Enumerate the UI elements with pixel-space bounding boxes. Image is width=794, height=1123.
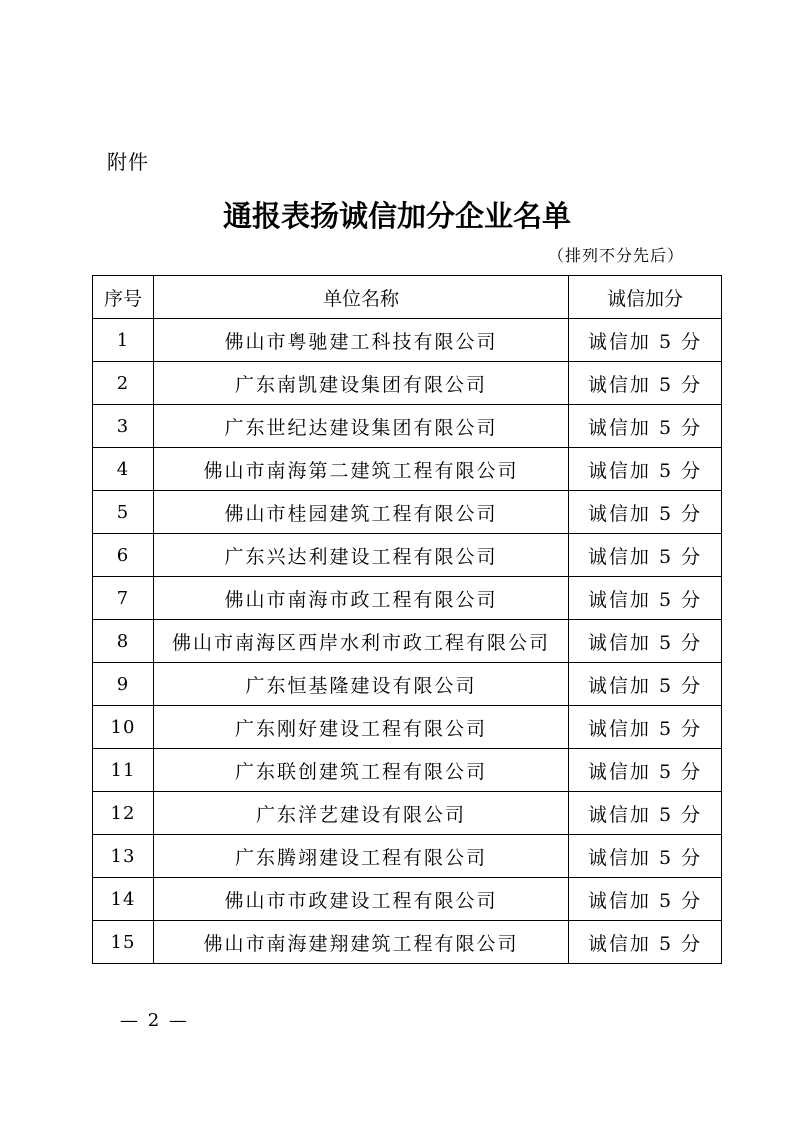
credit-score: 诚信加 5 分: [569, 792, 722, 835]
company-name: 佛山市南海区西岸水利市政工程有限公司: [154, 620, 569, 663]
table-row: [93, 663, 722, 706]
row-number: 14: [93, 878, 154, 921]
table-row: [93, 319, 722, 362]
credit-score: 诚信加 5 分: [569, 921, 722, 964]
header-name: 单位名称: [154, 276, 569, 319]
credit-score: 诚信加 5 分: [569, 362, 722, 405]
credit-score: 诚信加 5 分: [569, 319, 722, 362]
table-row: [93, 749, 722, 792]
company-name: 佛山市桂园建筑工程有限公司: [154, 491, 569, 534]
credit-score: 诚信加 5 分: [569, 706, 722, 749]
credit-score: 诚信加 5 分: [569, 448, 722, 491]
company-name: 广东兴达利建设工程有限公司: [154, 534, 569, 577]
company-name: 广东恒基隆建设有限公司: [154, 663, 569, 706]
row-number: 12: [93, 792, 154, 835]
table-row: [93, 448, 722, 491]
company-name: 佛山市市政建设工程有限公司: [154, 878, 569, 921]
credit-score: 诚信加 5 分: [569, 620, 722, 663]
row-number: 5: [93, 491, 154, 534]
credit-score: 诚信加 5 分: [569, 835, 722, 878]
credit-score: 诚信加 5 分: [569, 878, 722, 921]
credit-score: 诚信加 5 分: [569, 577, 722, 620]
row-number: 7: [93, 577, 154, 620]
header-no: 序号: [93, 276, 154, 319]
row-number: 3: [93, 405, 154, 448]
credit-score: 诚信加 5 分: [569, 663, 722, 706]
table-row: [93, 835, 722, 878]
company-name: 广东刚好建设工程有限公司: [154, 706, 569, 749]
table-row: [93, 405, 722, 448]
company-name: 广东洋艺建设有限公司: [154, 792, 569, 835]
table-header-row: [93, 276, 722, 319]
row-number: 15: [93, 921, 154, 964]
credit-score: 诚信加 5 分: [569, 405, 722, 448]
credit-score: 诚信加 5 分: [569, 749, 722, 792]
credit-score: 诚信加 5 分: [569, 491, 722, 534]
table-row: [93, 577, 722, 620]
company-name: 佛山市南海市政工程有限公司: [154, 577, 569, 620]
row-number: 11: [93, 749, 154, 792]
table-row: [93, 921, 722, 964]
company-name: 广东世纪达建设集团有限公司: [154, 405, 569, 448]
row-number: 10: [93, 706, 154, 749]
table-row: [93, 878, 722, 921]
table-row: [93, 706, 722, 749]
table-row: [93, 362, 722, 405]
table-row: [93, 534, 722, 577]
page-number: — 2 —: [120, 1010, 189, 1031]
row-number: 1: [93, 319, 154, 362]
company-name: 广东南凯建设集团有限公司: [154, 362, 569, 405]
row-number: 8: [93, 620, 154, 663]
header-score: 诚信加分: [569, 276, 722, 319]
enterprise-table: [92, 275, 722, 964]
company-name: 佛山市南海建翔建筑工程有限公司: [154, 921, 569, 964]
row-number: 9: [93, 663, 154, 706]
row-number: 13: [93, 835, 154, 878]
table-row: [93, 620, 722, 663]
company-name: 佛山市粤驰建工科技有限公司: [154, 319, 569, 362]
document-subtitle: （排列不分先后）: [548, 246, 685, 265]
table-row: [93, 792, 722, 835]
row-number: 2: [93, 362, 154, 405]
attachment-label: 附件: [107, 150, 149, 174]
row-number: 6: [93, 534, 154, 577]
row-number: 4: [93, 448, 154, 491]
table-row: [93, 491, 722, 534]
company-name: 广东腾翊建设工程有限公司: [154, 835, 569, 878]
company-name: 佛山市南海第二建筑工程有限公司: [154, 448, 569, 491]
document-title: 通报表扬诚信加分企业名单: [222, 199, 571, 233]
company-name: 广东联创建筑工程有限公司: [154, 749, 569, 792]
table-body: [93, 319, 722, 964]
credit-score: 诚信加 5 分: [569, 534, 722, 577]
